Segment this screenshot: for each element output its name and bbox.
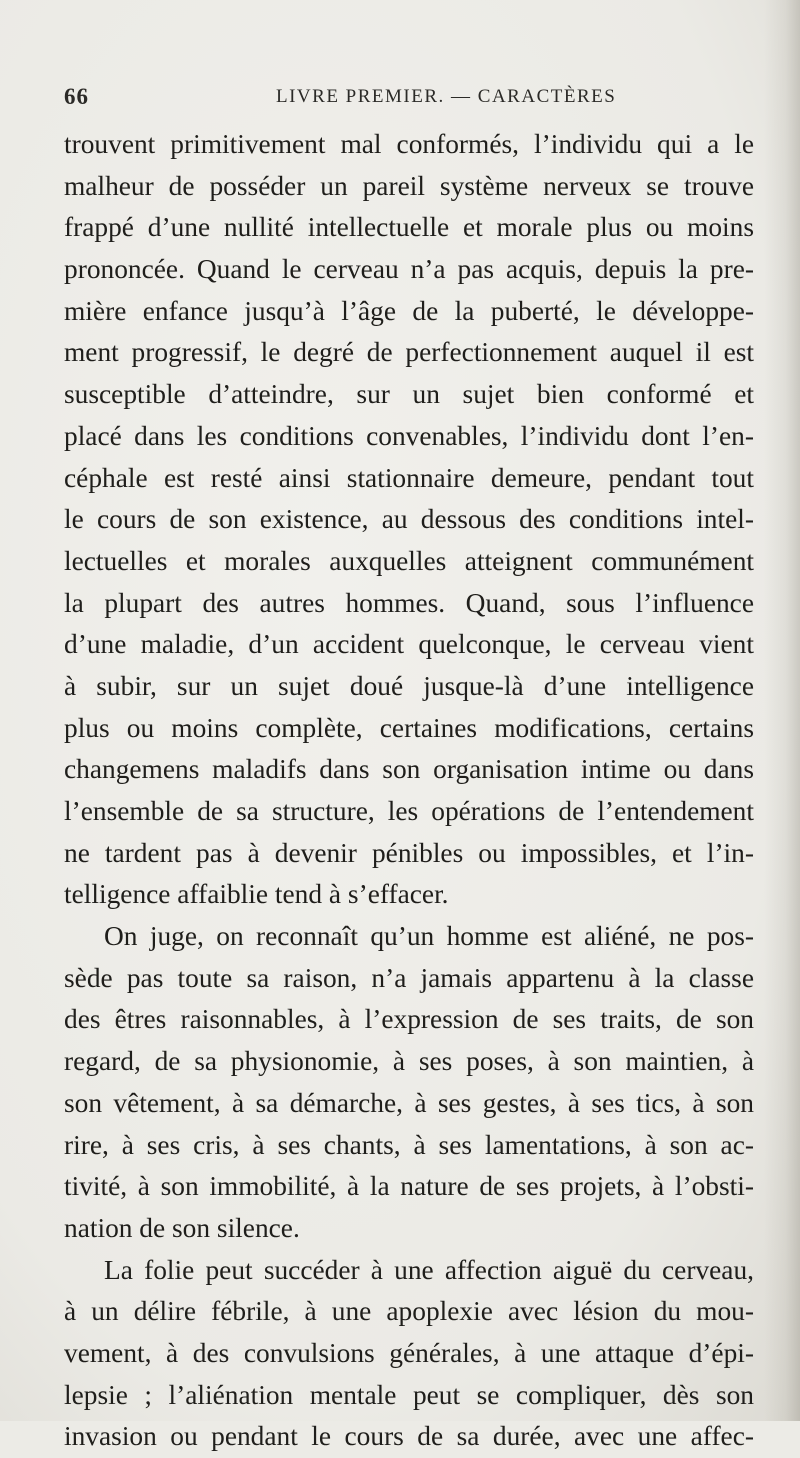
text-line: invasion ou pendant le cours de sa durée, avec une affec- (64, 1421, 754, 1452)
text-line: le cours de son existence, au dessous des conditions intel- (64, 504, 754, 535)
text-line: d’une maladie, d’un accident quelconque, le cerveau vient (64, 629, 754, 660)
text-line: ment progressif, le degré de perfectionnement auquel il est (64, 337, 754, 368)
text-line: la plupart des autres hommes. Quand, sous l’influence (64, 587, 754, 618)
text-line: rire, à ses cris, à ses chants, à ses lamentations, à son ac- (64, 1129, 754, 1160)
text-line: mière enfance jusqu’à l’âge de la puberté, le développe- (64, 295, 754, 326)
text-line: l’ensemble de sa structure, les opérations de l’entendement (64, 796, 754, 826)
text-line: prononcée. Quand le cerveau n’a pas acquis, depuis la pre- (64, 254, 754, 285)
text-line: frappé d’une nullité intellectuelle et morale plus ou moins (64, 212, 754, 243)
page-number: 66 (64, 84, 89, 109)
running-title: LIVRE PREMIER. — CARACTÈRES (276, 86, 617, 107)
text-line: nation de son silence. (64, 1212, 300, 1243)
text-line: changemens maladifs dans son organisation intime ou dans (64, 754, 754, 785)
text-line: trouvent primitivement mal conformés, l’individu qui a le (64, 129, 754, 159)
text-line: lectuelles et morales auxquelles atteignent communément (64, 545, 754, 576)
text-line: susceptible d’atteindre, sur un sujet bien conformé et (64, 379, 754, 410)
text-line: céphale est resté ainsi stationnaire demeure, pendant tout (64, 462, 754, 493)
text-line: lepsie ; l’aliénation mentale peut se compliquer, dès son (64, 1379, 754, 1410)
text-line: plus ou moins complète, certaines modifications, certains (64, 712, 754, 743)
text-line: à un délire fébrile, à une apoplexie avec lésion du mou- (64, 1296, 754, 1327)
page-edge-shadow (764, 0, 800, 1421)
text-line: placé dans les conditions convenables, l’individu dont l’en- (64, 420, 754, 451)
text-line: ne tardent pas à devenir pénibles ou impossibles, et l’in- (64, 837, 754, 868)
text-line: sède pas toute sa raison, n’a jamais appartenu à la classe (64, 962, 754, 993)
text-line: On juge, on reconnaît qu’un homme est aliéné, ne pos- (104, 921, 754, 952)
text-line: tivité, à son immobilité, à la nature de ses projets, à l’obsti- (64, 1171, 754, 1202)
running-header (64, 84, 754, 114)
text-line: des êtres raisonnables, à l’expression de ses traits, de son (64, 1004, 754, 1035)
text-line: telligence affaiblie tend à s’effacer. (64, 879, 449, 910)
text-line: son vêtement, à sa démarche, à ses gestes, à ses tics, à son (64, 1087, 754, 1118)
text-line: vement, à des convulsions générales, à une attaque d’épi- (64, 1337, 754, 1368)
body-text (64, 124, 754, 1458)
text-line: La folie peut succéder à une affection aiguë du cerveau, (104, 1254, 754, 1285)
text-line: à subir, sur un sujet doué jusque-là d’une intelligence (64, 670, 754, 701)
text-line: regard, de sa physionomie, à ses poses, à son maintien, à (64, 1046, 754, 1077)
text-line: malheur de posséder un pareil système nerveux se trouve (64, 170, 754, 201)
